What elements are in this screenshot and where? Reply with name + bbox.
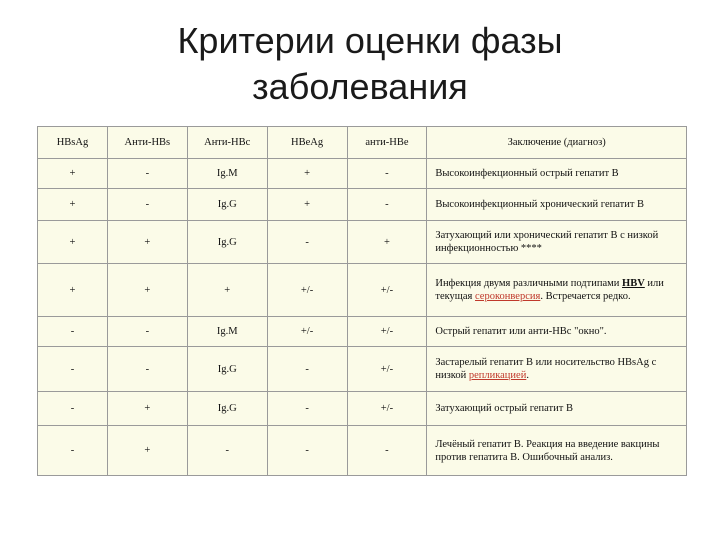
title-line-2: заболевания	[252, 66, 468, 107]
cell-conclusion: Высокоинфекционный хронический гепатит В	[427, 189, 687, 221]
title-line-1: Критерии оценки фазы	[177, 20, 563, 61]
slide-title	[0, 18, 720, 110]
cell-anti-hbs: +	[107, 426, 187, 476]
header-anti-hbs: Анти-HBs	[107, 127, 187, 159]
hepatitis-criteria-table	[37, 126, 687, 476]
cell-hbeag: -	[267, 347, 347, 392]
cell-anti-hbe: +/-	[347, 264, 427, 317]
cell-conclusion: Острый гепатит или анти-HBc "окно".	[427, 317, 687, 347]
cell-hbeag: +/-	[267, 264, 347, 317]
header-anti-hbc: Анти-HBc	[187, 127, 267, 159]
cell-anti-hbc: Ig.G	[187, 347, 267, 392]
table-row	[38, 221, 687, 264]
table-row	[38, 426, 687, 476]
cell-anti-hbc: -	[187, 426, 267, 476]
header-anti-hbe: анти-HBe	[347, 127, 427, 159]
cell-anti-hbc: Ig.M	[187, 317, 267, 347]
cell-anti-hbe: +/-	[347, 347, 427, 392]
header-hbsag: HBsAg	[38, 127, 108, 159]
conclusion-text: Инфекция двумя различными подтипами	[435, 278, 623, 289]
cell-hbsag: +	[38, 221, 108, 264]
cell-hbsag: -	[38, 347, 108, 392]
cell-hbsag: +	[38, 264, 108, 317]
cell-anti-hbe: +	[347, 221, 427, 264]
cell-anti-hbc: Ig.G	[187, 189, 267, 221]
cell-anti-hbe: +/-	[347, 317, 427, 347]
cell-conclusion: Затухающий острый гепатит В	[427, 392, 687, 426]
cell-anti-hbe: +/-	[347, 392, 427, 426]
cell-hbsag: -	[38, 317, 108, 347]
cell-conclusion	[427, 264, 687, 317]
table-header-row	[38, 127, 687, 159]
table-row	[38, 159, 687, 189]
cell-anti-hbe: -	[347, 189, 427, 221]
cell-anti-hbs: -	[107, 317, 187, 347]
header-conclusion: Заключение (диагноз)	[427, 127, 687, 159]
conclusion-text: .	[526, 370, 529, 381]
conclusion-text: . Встречается редко.	[540, 291, 631, 302]
cell-hbsag: +	[38, 159, 108, 189]
cell-hbeag: +/-	[267, 317, 347, 347]
seroconversion-link[interactable]: сероконверсия	[475, 291, 541, 302]
table-row	[38, 392, 687, 426]
cell-anti-hbc: Ig.G	[187, 392, 267, 426]
cell-hbeag: +	[267, 159, 347, 189]
cell-hbeag: -	[267, 426, 347, 476]
cell-conclusion	[427, 347, 687, 392]
cell-anti-hbc: +	[187, 264, 267, 317]
cell-anti-hbs: +	[107, 392, 187, 426]
conclusion-text: или текущая	[435, 278, 664, 302]
cell-conclusion: Высокоинфекционный острый гепатит В	[427, 159, 687, 189]
cell-anti-hbs: -	[107, 189, 187, 221]
cell-anti-hbs: -	[107, 347, 187, 392]
cell-anti-hbs: +	[107, 264, 187, 317]
cell-conclusion: Затухающий или хронический гепатит В с низкой инфекционностью ****	[427, 221, 687, 264]
cell-anti-hbs: -	[107, 159, 187, 189]
cell-hbeag: -	[267, 221, 347, 264]
table-row	[38, 347, 687, 392]
cell-hbeag: +	[267, 189, 347, 221]
cell-hbsag: -	[38, 392, 108, 426]
cell-anti-hbe: -	[347, 159, 427, 189]
cell-anti-hbs: +	[107, 221, 187, 264]
cell-anti-hbc: Ig.G	[187, 221, 267, 264]
replication-link[interactable]: репликацией	[468, 370, 527, 381]
header-hbeag: HBeAg	[267, 127, 347, 159]
table-row	[38, 264, 687, 317]
cell-anti-hbe: -	[347, 426, 427, 476]
table-row	[38, 317, 687, 347]
cell-hbeag: -	[267, 392, 347, 426]
hbv-term: HBV	[622, 278, 645, 289]
conclusion-text: Застарелый гепатит В или носительство HBsAg с низкой	[435, 357, 657, 381]
cell-hbsag: +	[38, 189, 108, 221]
table-row	[38, 189, 687, 221]
cell-conclusion: Лечёный гепатит В. Реакция на введение вакцины против гепатита В. Ошибочный анализ.	[427, 426, 687, 476]
cell-anti-hbc: Ig.M	[187, 159, 267, 189]
cell-hbsag: -	[38, 426, 108, 476]
